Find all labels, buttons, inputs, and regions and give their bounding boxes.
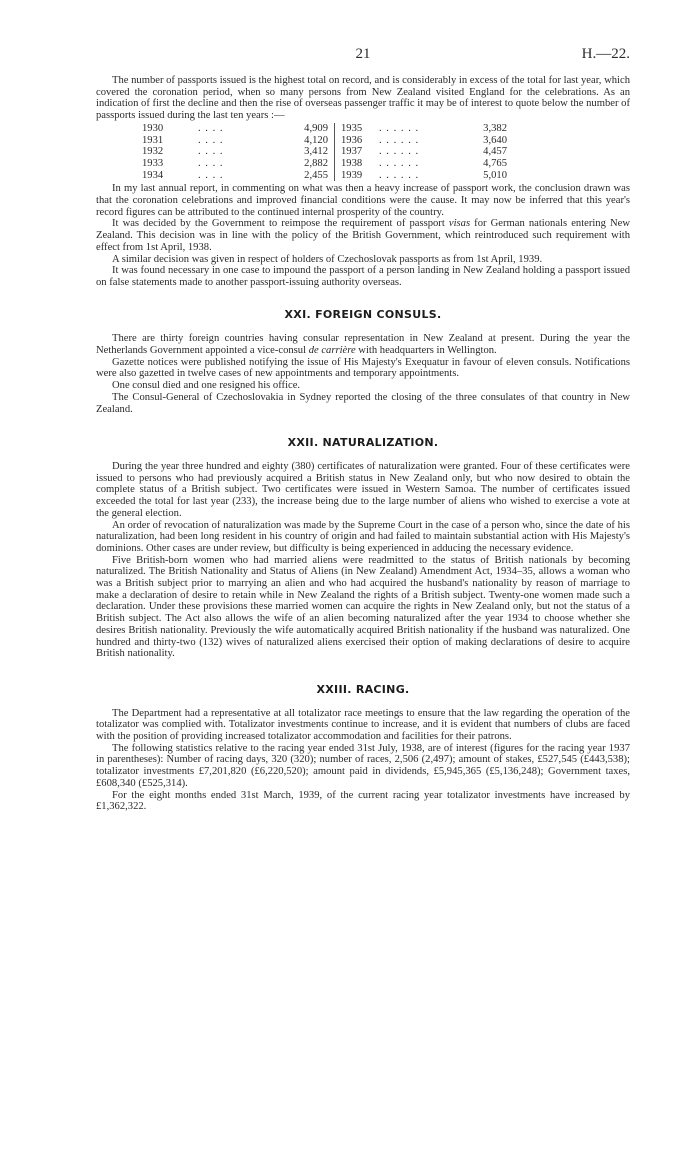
passports-year-right: 1936 — [335, 135, 380, 147]
naturalization-paragraph-2: An order of revocation of naturalization was made by the Supreme Court in the case of a person who, since the date of his naturalization, had been long resident in his country of origin and had failed to maintain substantial action with His Majesty's dominions. Other cases are under review, but difficulty is being experienced in adducing the necessary evidence. — [96, 519, 630, 554]
racing-section — [96, 708, 630, 813]
dot-leader: . . . . — [198, 169, 224, 181]
passports-count-right: 4,765 — [483, 157, 507, 169]
de-carriere-term: de carrière — [308, 345, 356, 357]
dot-leader: . . . . — [198, 146, 224, 158]
impound-paragraph: It was found necessary in one case to impound the passport of a person landing in New Zealand holding a passport issued on false statements made to another passport-issuing authority overseas. — [96, 265, 630, 288]
consuls-text-1: There are thirty foreign countries having consular representation in New Zealand at present. During the year the Netherlands Government appointed a vice-consul — [96, 333, 630, 357]
passports-count-right: 5,010 — [483, 169, 507, 181]
passports-count-right: 3,382 — [483, 122, 507, 134]
passports-year-left: 1931 — [142, 134, 164, 146]
passports-table-body — [142, 123, 507, 182]
passports-count-left: 4,120 — [304, 134, 328, 146]
passports-row — [142, 135, 507, 147]
consuls-paragraph-3: One consul died and one resigned his office. — [112, 380, 301, 392]
passports-year-left: 1930 — [142, 122, 164, 134]
passports-count-left: 2,882 — [304, 157, 328, 169]
passports-row — [142, 158, 507, 170]
german-visa-paragraph — [96, 218, 630, 253]
racing-paragraph-1: The Department had a representative at all totalizator race meetings to ensure that the law regarding the operation of the totalizator was complied with. Totalizator investments continue to increase, and it is evident that numbers of clubs are faced with the position of providing increased totalizator accommodation and facilities for their patrons. — [96, 707, 630, 743]
dot-leader: . . . . . . — [379, 134, 420, 146]
passports-row — [142, 146, 507, 158]
dot-leader: . . . . . . — [379, 157, 420, 169]
passports-year-right: 1935 — [335, 123, 380, 135]
racing-paragraph-3: For the eight months ended 31st March, 1939, of the current racing year totalizator investments have increased by £1,362,322. — [96, 789, 630, 813]
racing-heading: XXIII. RACING. — [316, 682, 410, 696]
dot-leader: . . . . . . — [379, 122, 420, 134]
consuls-paragraph-1 — [96, 333, 630, 356]
page-header — [96, 46, 630, 66]
document-reference: H.—22. — [581, 46, 630, 62]
passports-year-left: 1932 — [142, 146, 164, 158]
consuls-paragraph-4: The Consul-General of Czechoslovakia in Sydney reported the closing of the three consulates of that country in New Zealand. — [96, 391, 630, 415]
passports-count-right: 4,457 — [483, 146, 507, 158]
passports-section — [96, 75, 630, 289]
czechoslovak-paragraph: A similar decision was given in respect of holders of Czechoslovak passports as from 1st April, 1939. — [112, 253, 543, 265]
passports-year-right: 1938 — [335, 158, 380, 170]
passports-count-left: 4,909 — [304, 122, 328, 134]
naturalization-section — [96, 461, 630, 660]
foreign-consuls-heading: XXI. FOREIGN CONSULS. — [284, 307, 442, 321]
naturalization-paragraph-1: During the year three hundred and eighty (380) certificates of naturalization were granted. Four of these certificates were issued to persons who had previously acquired a British status in New Zealand only, but who now desired to obtain the complete status of a British subject. Two certificates were issued in Western Samoa. The number of certificates issued exceeded the total for last year (233), the increase being due to the large number of aliens who wished to exercise a vote at the general election. — [96, 460, 630, 519]
german-visa-text-2: for German nationals entering New Zealand. This decision was in line with the policy of the British Government, which reintroduced such requirement with effect from 1st April, 1938. — [96, 218, 630, 253]
passports-row — [142, 170, 507, 182]
page-number: 21 — [355, 46, 371, 62]
dot-leader: . . . . — [198, 157, 224, 169]
passports-year-right: 1939 — [335, 170, 380, 182]
foreign-consuls-section — [96, 333, 630, 415]
passports-paragraph-1: In my last annual report, in commenting on what was then a heavy increase of passport work, the conclusion drawn was that the coronation celebrations and improved financial conditions were the cause. It may now be inferred that this year's record figures can be attributed to the continued internal prosperity of the country. — [96, 183, 630, 218]
naturalization-heading: XXII. NATURALIZATION. — [287, 436, 439, 450]
passports-table — [142, 123, 507, 182]
dot-leader: . . . . — [198, 134, 224, 146]
dot-leader: . . . . . . — [379, 169, 420, 181]
passports-count-right: 3,640 — [483, 134, 507, 146]
dot-leader: . . . . . . — [379, 146, 420, 158]
passports-intro-paragraph: The number of passports issued is the highest total on record, and is considerably in excess of the total for last year, which covered the coronation period, when so many persons from New Zealand visited England for the celebrations. As an indication of first the decline and then the rise of overseas passenger traffic it may be of interest to quote below the number of passports issued during the last ten years :— — [96, 75, 630, 122]
passports-year-right: 1937 — [335, 146, 380, 158]
naturalization-paragraph-3: Five British-born women who had married aliens were readmitted to the status of British nationals by becoming naturalized. The British Nationality and Status of Aliens (in New Zealand) Amendment Act, 1934–35, allows a woman who was a British subject prior to marrying an alien and who had acquired the husband's nationality by reason of marriage to make a declaration of desire to retain while in New Zealand the rights of a British subject. Twenty-one women made such a declaration. Under these provisions these married women can acquire the rights in New Zealand only, but not the status of a British subject. The Act also allows the wife of an alien becoming naturalized after the year 1934 to choose whether she desires British nationality. Previously the wife automatically acquired British nationality if the husband was naturalized. One hundred and thirty-two (132) wives of naturalized aliens exercised their option of making declarations of desire to acquire British nationality. — [96, 554, 630, 660]
passports-year-left: 1933 — [142, 157, 164, 169]
consuls-paragraph-2: Gazette notices were published notifying the issue of His Majesty's Exequatur in favour of eleven consuls. Notifications were also gazetted in twelve cases of new appointments and temporary appointments. — [96, 356, 630, 380]
visas-term: visas — [448, 218, 471, 230]
dot-leader: . . . . — [198, 122, 224, 134]
passports-row — [142, 123, 507, 135]
german-visa-text-1: It was decided by the Government to reimpose the requirement of passport — [112, 218, 449, 230]
passports-year-left: 1934 — [142, 169, 164, 181]
passports-count-left: 2,455 — [304, 169, 328, 181]
passports-count-left: 3,412 — [304, 146, 328, 158]
document-body — [96, 75, 630, 813]
racing-paragraph-2: The following statistics relative to the racing year ended 31st July, 1938, are of interest (figures for the racing year 1937 in parentheses): Number of racing days, 320 (320); number of races, 2,506 (2,497); amount of stakes, £527,545 (£443,538); totalizator investments £7,201,820 (£6,220,520); amount paid in dividends, £5,945,365 (£5,136,248); Government taxes, £608,340 (£525,314). — [96, 742, 630, 789]
consuls-text-2: with headquarters in Wellington. — [355, 345, 497, 357]
